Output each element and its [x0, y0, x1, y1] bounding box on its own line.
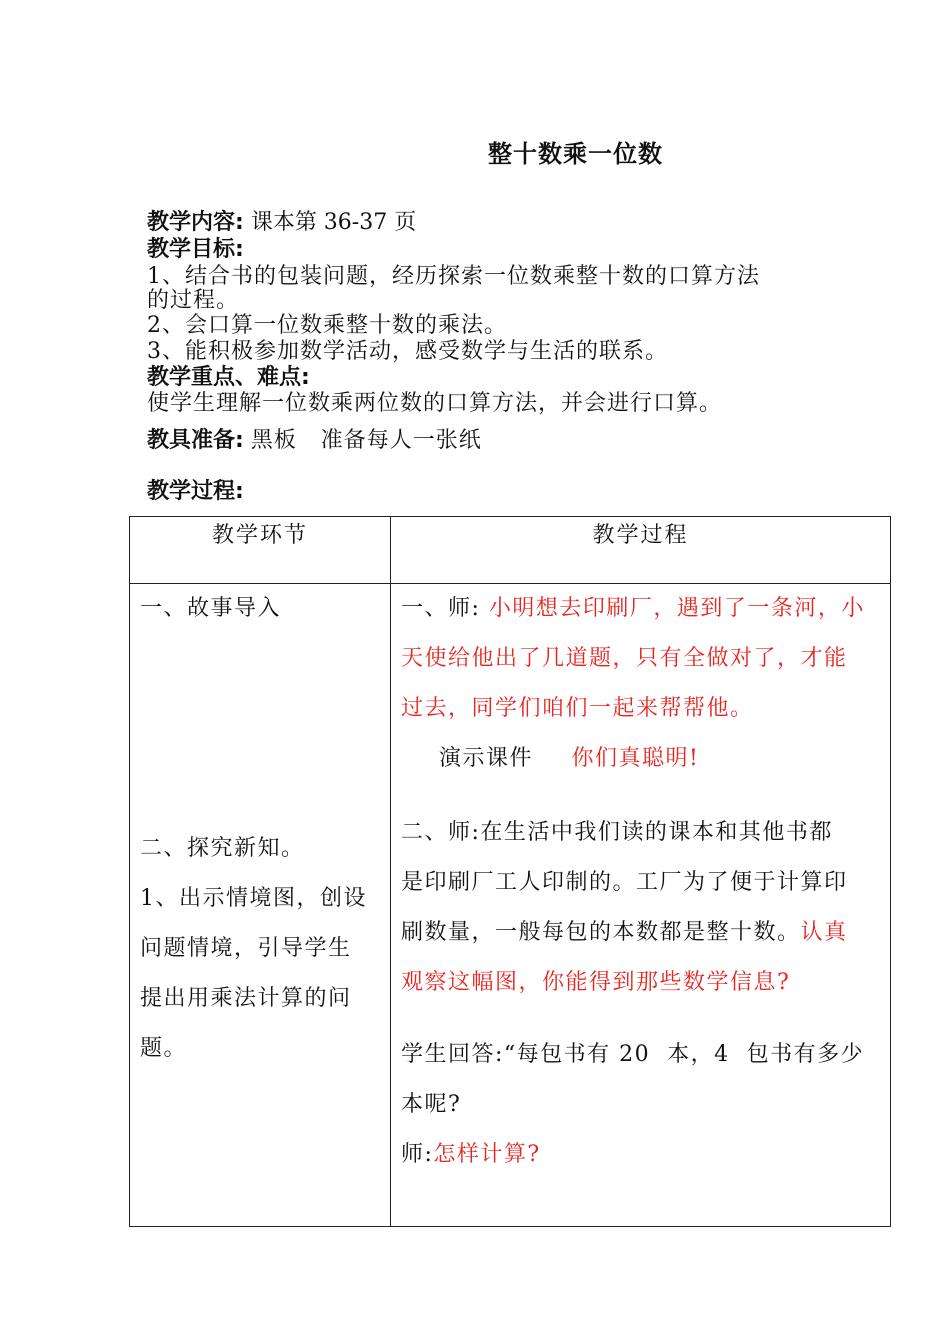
- intro-red-1: 小明想去印刷厂，遇到了一条河，小: [488, 596, 865, 621]
- header-cell-process: [391, 517, 891, 584]
- table-header-row: [130, 517, 891, 584]
- explore-line-4: 观察这幅图，你能得到那些数学信息?: [401, 970, 791, 995]
- objectives-label: 教学目标:: [147, 237, 244, 262]
- teacher-question-red: 怎样计算?: [433, 1142, 541, 1167]
- header-stage-label: 教学环节: [211, 523, 308, 548]
- objective-1-cont: 的过程。: [147, 288, 240, 313]
- page-title: 整十数乘一位数: [488, 140, 663, 168]
- stage-explore-detail-1: 1、出示情境图，创设: [140, 886, 367, 911]
- key-points-label: 教学重点、难点:: [147, 365, 310, 390]
- stage-explore: 二、探究新知。: [140, 836, 305, 861]
- key-points-value: 使学生理解一位数乘两位数的口算方法，并会进行口算。: [147, 391, 723, 416]
- teaching-tools-value: 黑板 准备每人一张纸: [250, 428, 482, 453]
- objective-3: 3、能积极参加数学活动，感受数学与生活的联系。: [147, 339, 668, 364]
- objective-2: 2、会口算一位数乘整十数的乘法。: [147, 313, 507, 338]
- objectives-heading: [147, 237, 244, 263]
- demo-line: [439, 734, 699, 784]
- demo-label: 演示课件: [439, 746, 534, 771]
- student-answer-line-2: 本呢?: [401, 1092, 462, 1117]
- header-cell-stage: [130, 517, 391, 584]
- teaching-tools: [147, 428, 482, 454]
- teacher-prefix: 师:: [401, 1142, 434, 1167]
- explore-line-3-text: 刷数量，一般每包的本数都是整十数。: [401, 920, 801, 945]
- explore-line-2: 是印刷厂工人印制的。工厂为了便于计算印: [401, 870, 848, 895]
- stage-story-intro: 一、故事导入: [140, 596, 282, 621]
- teacher-question: [401, 1130, 541, 1180]
- teaching-content: [147, 210, 416, 236]
- process-heading: [147, 479, 244, 505]
- objective-1: 1、结合书的包装问题，经历探索一位数乘整十数的口算方法: [147, 264, 760, 289]
- student-answer-line-1: 学生回答:“每包书有 20 本，4 包书有多少: [401, 1042, 865, 1067]
- explore-line-1: 二、师:在生活中我们读的课本和其他书都: [401, 820, 833, 845]
- stage-explore-detail-2: 问题情境，引导学生: [140, 936, 352, 961]
- teaching-tools-label: 教具准备:: [147, 428, 244, 453]
- intro-line-2: 天使给他出了几道题，只有全做对了，才能: [401, 646, 848, 671]
- process-label: 教学过程:: [147, 479, 244, 504]
- header-process-label: 教学过程: [592, 523, 689, 548]
- lesson-table: [129, 516, 891, 1227]
- teaching-content-value: 课本第 36-37 页: [250, 210, 417, 235]
- explore-line-3-red: 认真: [800, 920, 848, 945]
- stage-explore-detail-3: 提出用乘法计算的问: [140, 986, 352, 1011]
- process-cell: [391, 584, 891, 1227]
- explore-line-3: [401, 908, 848, 958]
- stage-explore-detail-4: 题。: [140, 1036, 188, 1061]
- table-row: [130, 584, 891, 1227]
- intro-line-1: [401, 584, 865, 634]
- intro-prefix: 一、师:: [401, 596, 481, 621]
- praise-text: 你们真聪明!: [571, 746, 700, 771]
- teaching-content-label: 教学内容:: [147, 210, 244, 235]
- intro-line-3: 过去，同学们咱们一起来帮帮他。: [401, 696, 754, 721]
- key-points-heading: [147, 365, 310, 391]
- stage-cell: [130, 584, 391, 1227]
